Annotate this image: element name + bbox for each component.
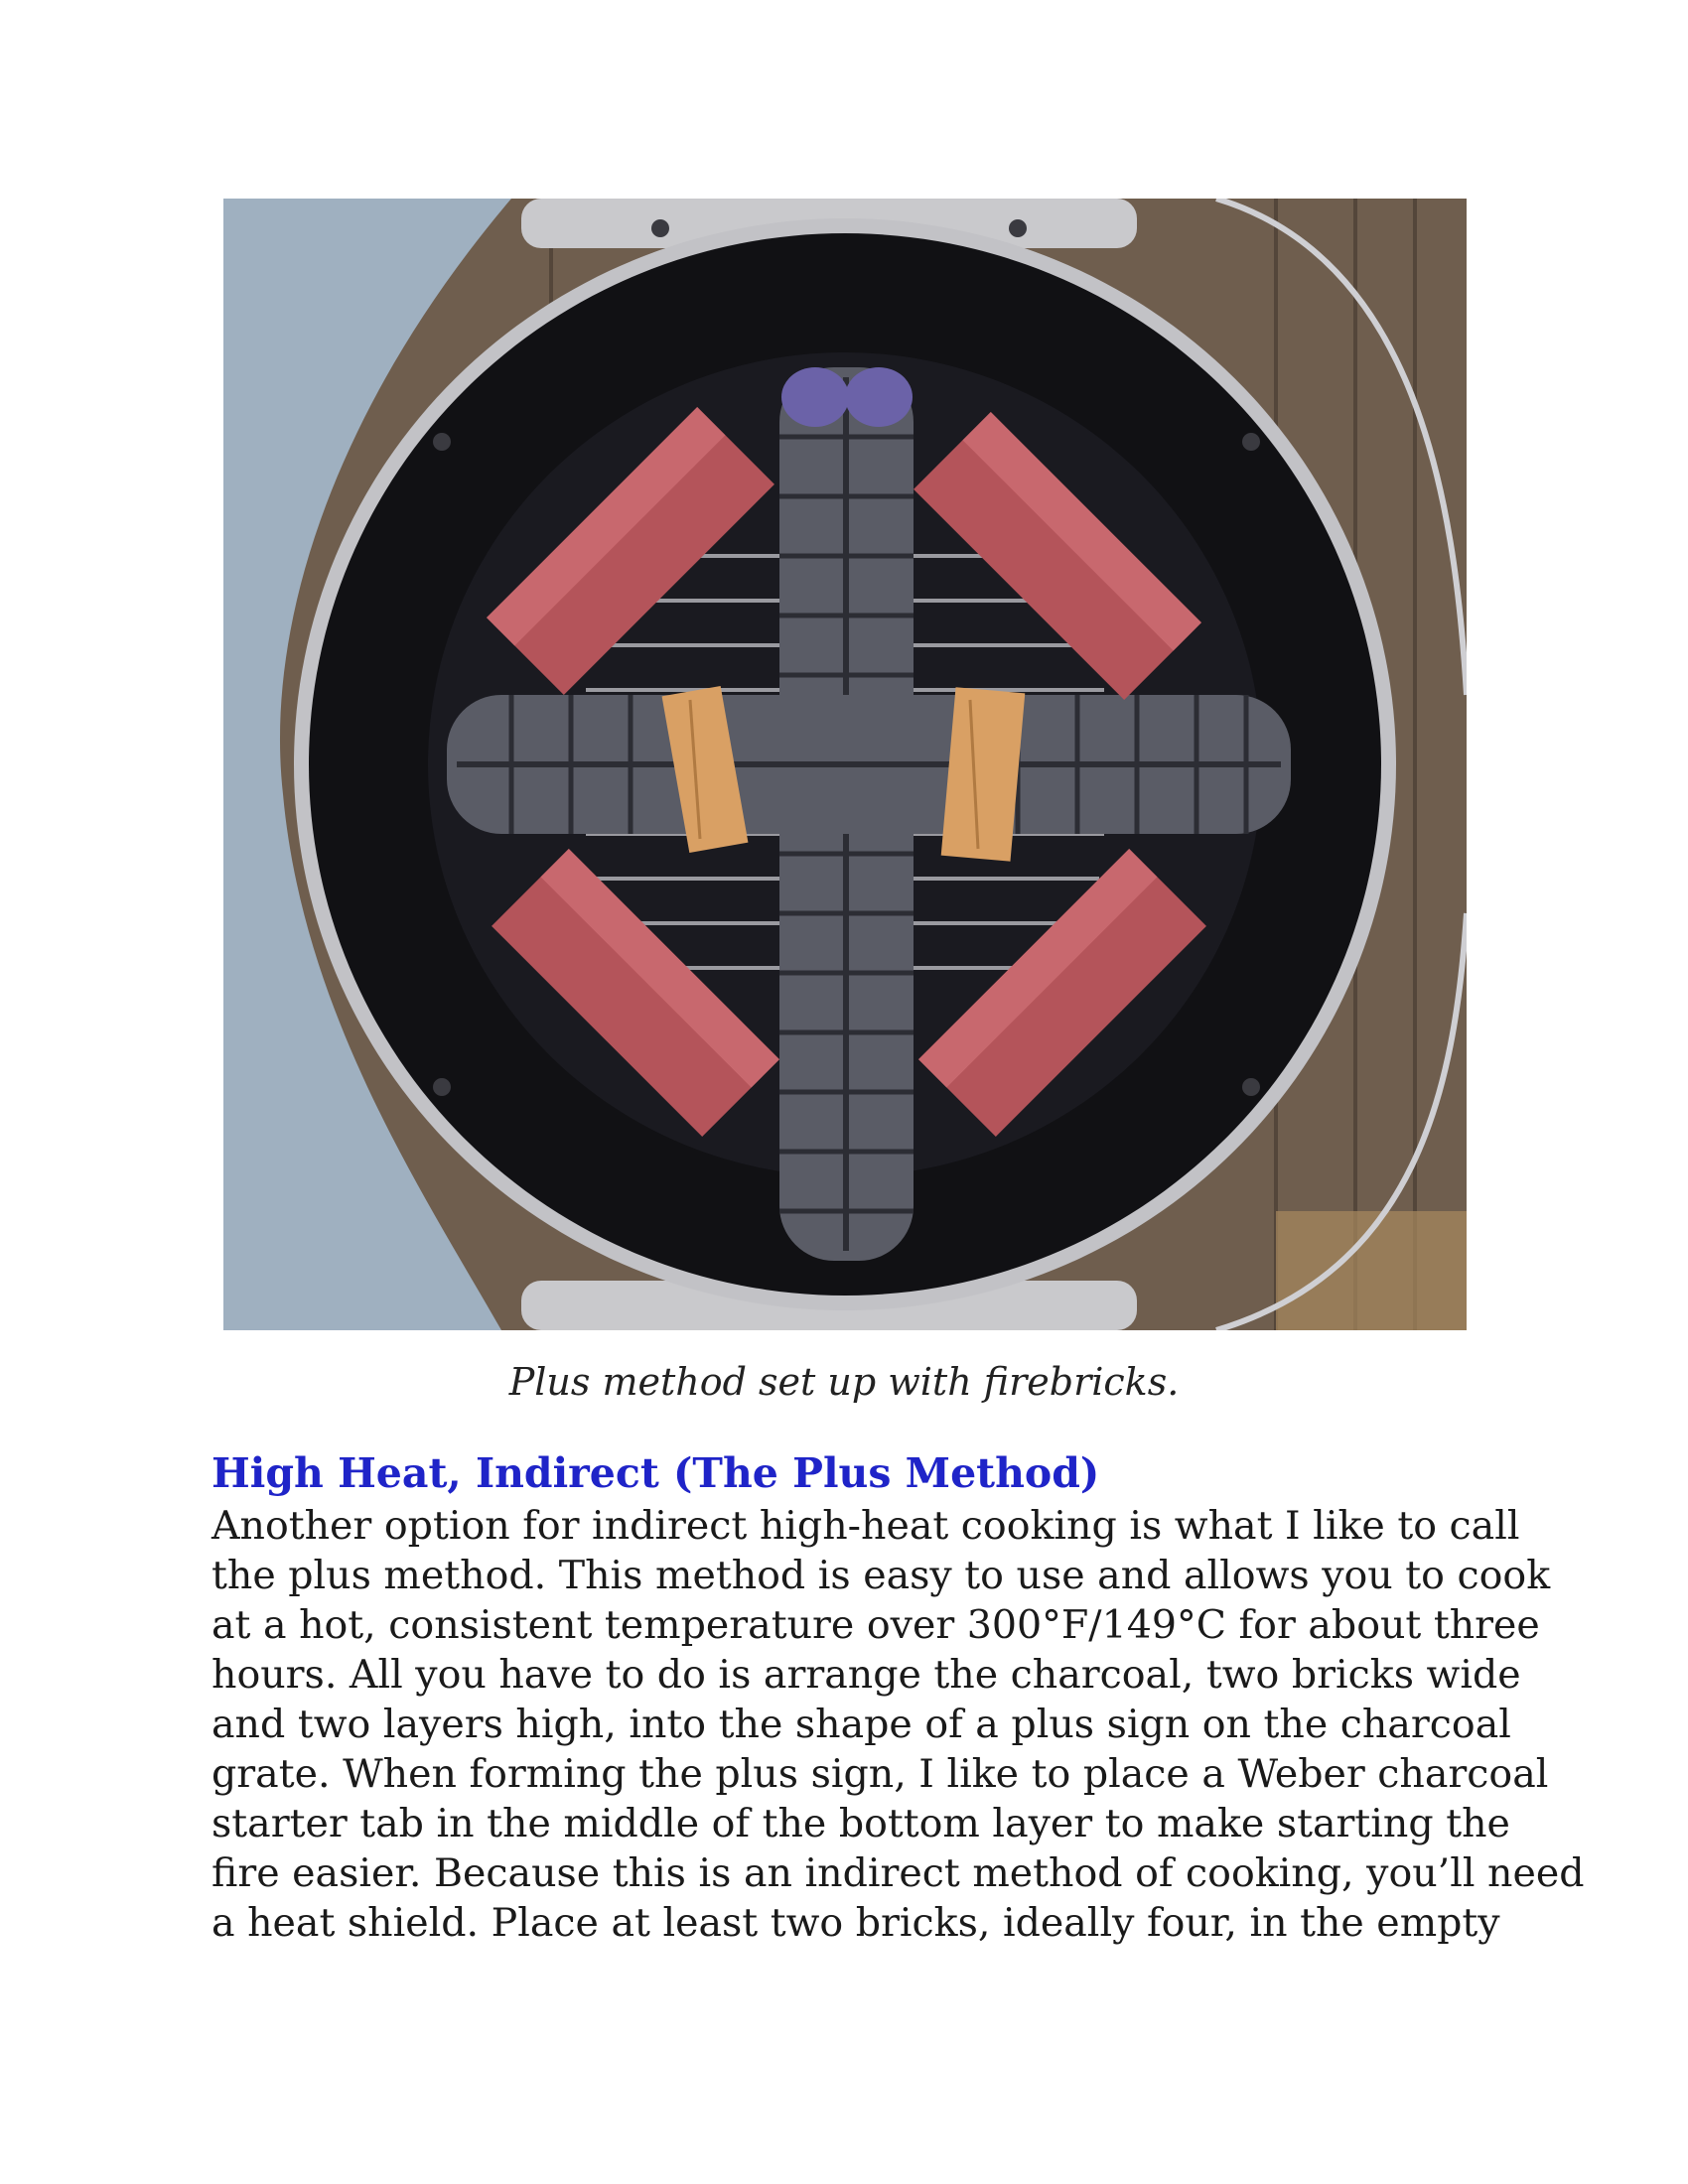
body-line: the plus method. This method is easy to use and allows you to cook — [211, 1553, 1551, 1598]
body-line: at a hot, consistent temperature over 300°F/149°C for about three — [211, 1602, 1540, 1648]
body-line: hours. All you have to do is arrange the charcoal, two bricks wide — [211, 1652, 1521, 1698]
body-paragraph — [211, 1501, 1585, 1948]
body-line: fire easier. Because this is an indirect method of cooking, you’ll need — [211, 1850, 1585, 1896]
section-heading: High Heat, Indirect (The Plus Method) — [211, 1449, 1100, 1497]
body-line: starter tab in the middle of the bottom layer to make starting the — [211, 1801, 1510, 1846]
body-line: a heat shield. Place at least two bricks, ideally four, in the empty — [211, 1900, 1500, 1946]
body-line: and two layers high, into the shape of a plus sign on the charcoal — [211, 1702, 1511, 1747]
charcoal-horizontal — [447, 695, 1291, 834]
grill-photo — [223, 199, 1467, 1330]
grill-illustration — [223, 199, 1467, 1330]
body-line: Another option for indirect high-heat cooking is what I like to call — [211, 1503, 1520, 1549]
body-line: grate. When forming the plus sign, I like to place a Weber charcoal — [211, 1751, 1549, 1797]
figure-caption: Plus method set up with firebricks. — [508, 1360, 1180, 1404]
wood-chunk-right — [941, 687, 1026, 861]
